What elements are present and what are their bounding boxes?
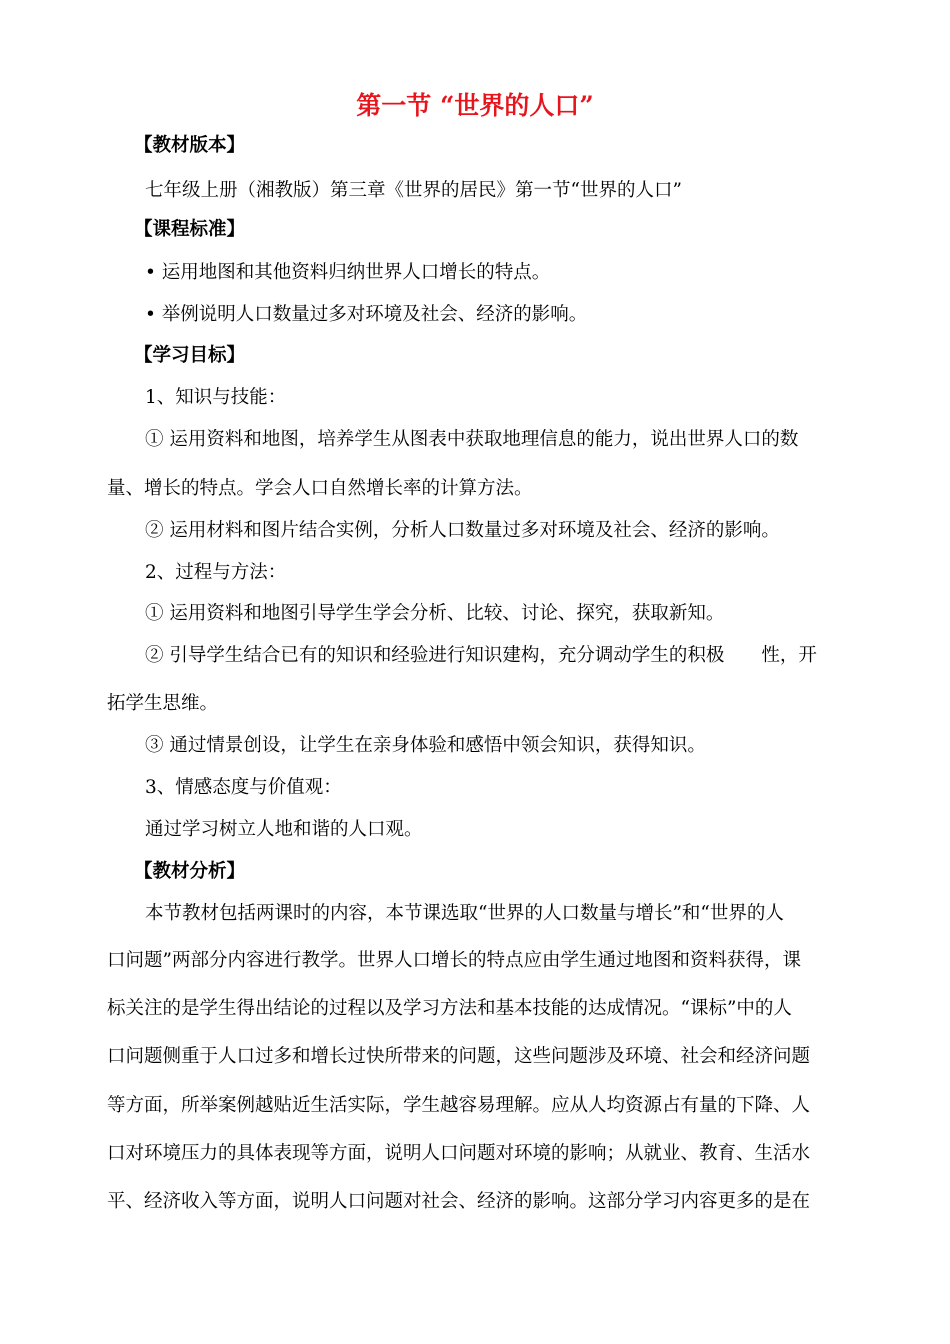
analysis-line-2: 口问题”两部分内容进行教学。世界人口增长的特点应由学生通过地图和资料获得，课 bbox=[107, 950, 801, 971]
attitude-item-1: 通过学习树立人地和谐的人口观。 bbox=[145, 819, 423, 840]
section-heading-textbook-version: 【教材版本】 bbox=[134, 135, 246, 156]
attitude-values-label: 3、情感态度与价值观： bbox=[145, 777, 342, 798]
analysis-line-6: 口对环境压力的具体表现等方面，说明人口问题对环境的影响；从就业、教育、生活水 bbox=[107, 1143, 811, 1164]
knowledge-item-2: ② 运用材料和图片结合实例，分析人口数量过多对环境及社会、经济的影响。 bbox=[145, 520, 780, 541]
analysis-line-4: 口问题侧重于人口过多和增长过快所带来的问题，这些问题涉及环境、社会和经济问题 bbox=[107, 1046, 811, 1067]
section-heading-curriculum-standard: 【课程标准】 bbox=[134, 219, 246, 240]
section-heading-learning-objectives: 【学习目标】 bbox=[134, 345, 246, 366]
process-methods-label: 2、过程与方法： bbox=[145, 562, 287, 583]
knowledge-skills-label: 1、知识与技能： bbox=[145, 387, 287, 408]
section-heading-textbook-analysis: 【教材分析】 bbox=[134, 861, 246, 882]
process-item-1: ① 运用资料和地图引导学生学会分析、比较、讨论、探究，获取新知。 bbox=[145, 603, 725, 624]
analysis-line-1: 本节教材包括两课时的内容，本节课选取“世界的人口数量与增长”和“世界的人 bbox=[145, 903, 784, 924]
process-item-2-line-1: ② 引导学生结合已有的知识和经验进行知识建构，充分调动学生的积极 性，开 bbox=[145, 645, 817, 666]
analysis-line-7: 平、经济收入等方面，说明人口问题对社会、经济的影响。这部分学习内容更多的是在 bbox=[107, 1191, 811, 1212]
page-title: 第一节 “世界的人口” bbox=[356, 91, 594, 120]
curriculum-standard-item-2: • 举例说明人口数量过多对环境及社会、经济的影响。 bbox=[145, 304, 588, 325]
process-item-3: ③ 通过情景创设，让学生在亲身体验和感悟中领会知识，获得知识。 bbox=[145, 735, 706, 756]
textbook-version-text: 七年级上册（湘教版）第三章《世界的居民》第一节“世界的人口” bbox=[145, 180, 682, 201]
knowledge-item-1-line-2: 量、增长的特点。学会人口自然增长率的计算方法。 bbox=[107, 478, 533, 499]
analysis-line-3: 标关注的是学生得出结论的过程以及学习方法和基本技能的达成情况。“课标”中的人 bbox=[107, 998, 792, 1019]
curriculum-standard-item-1: • 运用地图和其他资料归纳世界人口增长的特点。 bbox=[145, 262, 551, 283]
process-item-2-line-2: 拓学生思维。 bbox=[107, 693, 219, 714]
knowledge-item-1-line-1: ① 运用资料和地图，培养学生从图表中获取地理信息的能力，说出世界人口的数 bbox=[145, 429, 799, 450]
analysis-line-5: 等方面，所举案例越贴近生活实际，学生越容易理解。应从人均资源占有量的下降、人 bbox=[107, 1095, 811, 1116]
